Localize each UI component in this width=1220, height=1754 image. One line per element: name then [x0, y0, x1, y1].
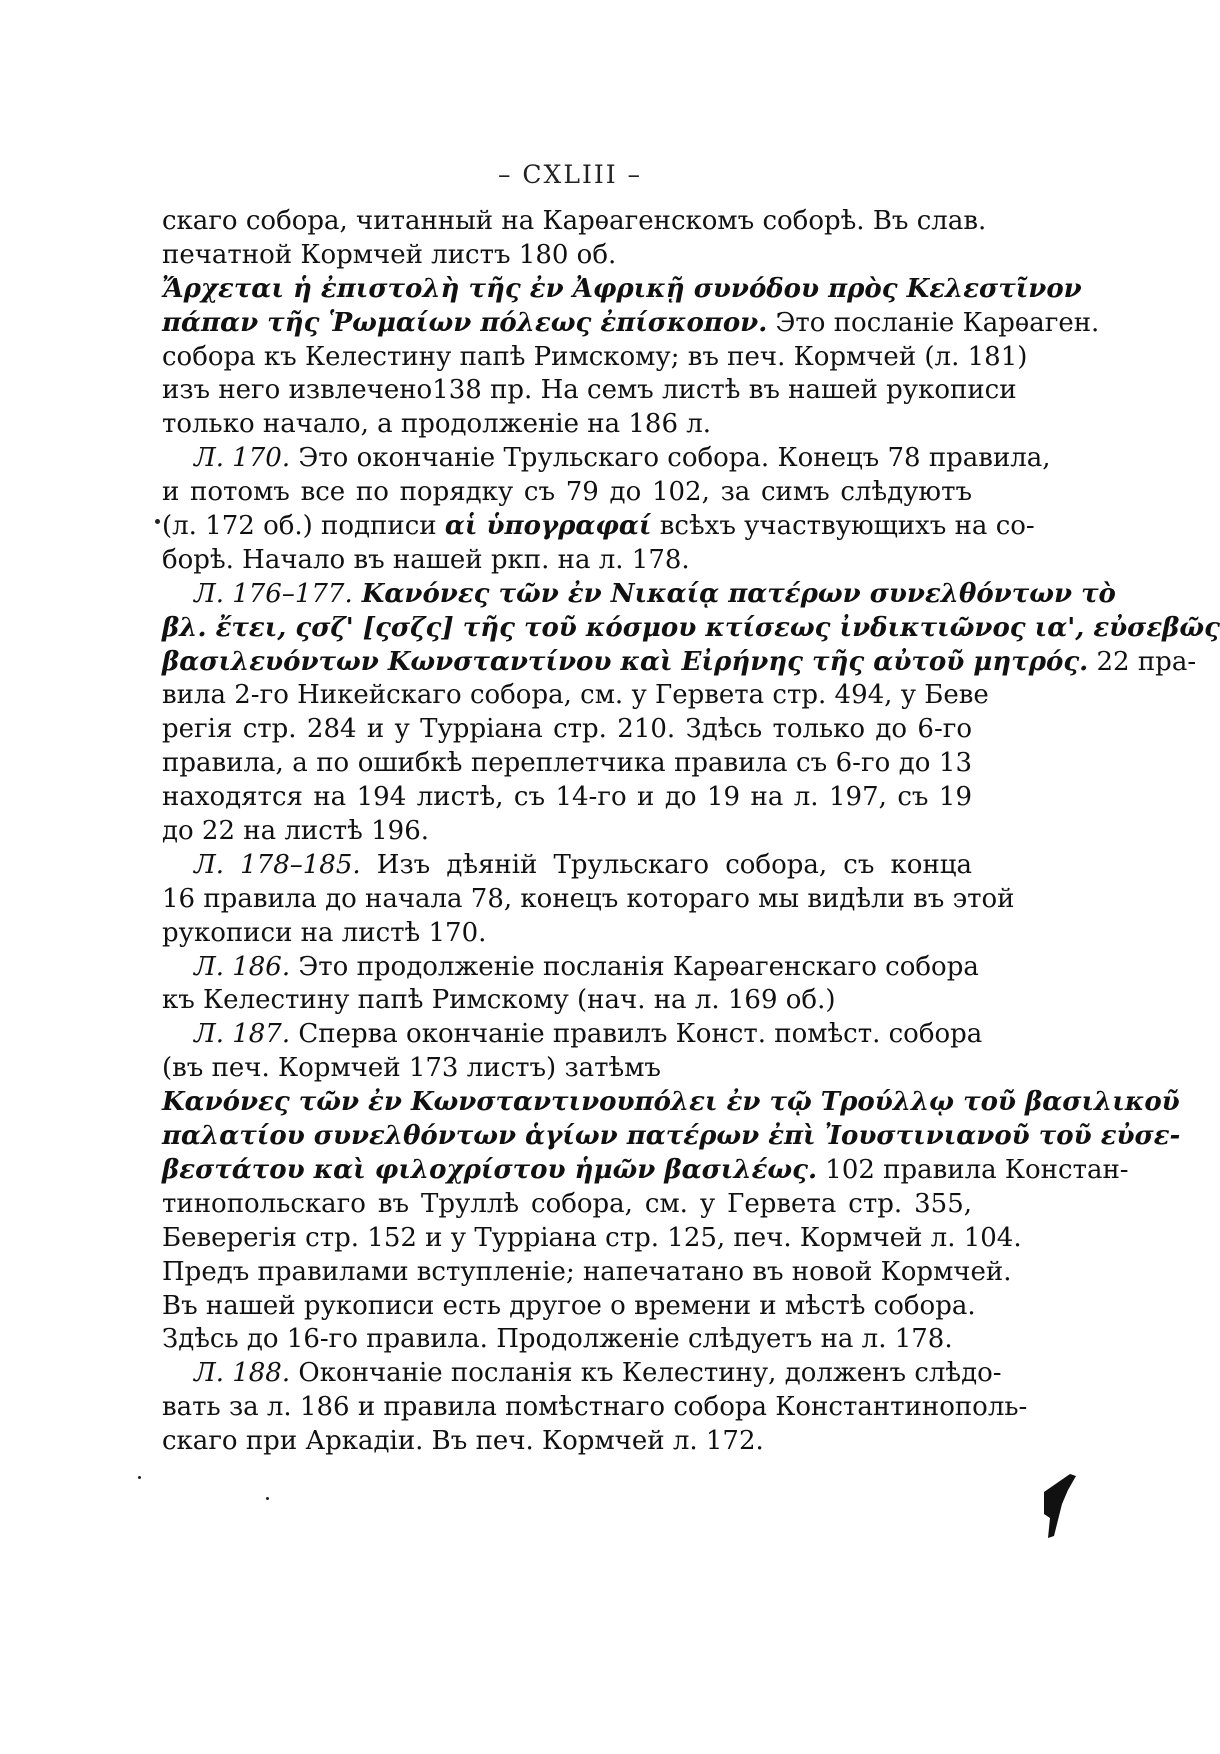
line-text: Изъ дѣяній Трульскаго собора, съ конца	[360, 849, 972, 880]
text-line	[162, 442, 1051, 476]
text-line	[162, 1120, 1181, 1154]
line-text: и потомъ все по порядку съ 79 до 102, за симъ слѣдуютъ	[162, 477, 972, 508]
line-text: Въ нашей рукописи есть другое о времени и мѣстѣ собора.	[162, 1290, 976, 1321]
line-text: Сперва окончаніе правилъ Конст. помѣст. собора	[290, 1019, 983, 1050]
greek-text: Κανόνες τῶν ἐν Κωνσταντινουπόλει ἐν τῷ Τρούλλῳ τοῦ βασιλικοῦ	[162, 1087, 1180, 1118]
line-text: находятся на 194 листѣ, съ 14-го и до 19 на л. 197, съ 19	[162, 782, 972, 813]
line-text: вать за л. 186 и правила помѣстнаго собора Константинополь-	[162, 1392, 1028, 1423]
text-line	[162, 307, 1100, 341]
line-text: всѣхъ участвующихъ на со-	[651, 511, 1035, 542]
line-text: Здѣсь до 16-го правила. Продолженіе слѣдуетъ на л. 178.	[162, 1324, 953, 1355]
text-line	[162, 341, 1028, 375]
text-line	[162, 1290, 976, 1324]
margin-dot	[155, 519, 160, 524]
text-line	[162, 883, 1015, 917]
text-line	[162, 1391, 1028, 1425]
line-text: скаго собора, читанный на Карѳагенскомъ соборѣ. Въ слав.	[162, 206, 987, 236]
text-line	[162, 239, 972, 273]
line-text: 102 правила Констан-	[817, 1154, 1129, 1185]
text-line	[162, 1052, 972, 1086]
greek-text: Κανόνες τῶν ἐν Νικαίᾳ πατέρων συνελθόντων τὸ	[352, 578, 1116, 609]
text-line	[162, 374, 1017, 408]
line-text: 16 правила до начала 78, конецъ котораго мы видѣли въ этой	[162, 883, 1015, 914]
greek-text: Ἄρχεται ἡ ἐπιστολὴ τῆς ἐν Ἀφρικῇ συνόδου πρὸς Κελεστῖνον	[162, 273, 1082, 304]
line-text: 22 пра-	[1088, 646, 1197, 677]
text-line	[162, 1222, 1022, 1256]
text-line	[162, 781, 972, 815]
line-text: печатной Кормчей листъ 180 об.	[162, 239, 617, 270]
line-text: борѣ. Начало въ нашей ркп. на л. 178.	[162, 544, 690, 575]
folio-reference: Л. 188.	[194, 1358, 291, 1389]
text-line	[162, 205, 987, 239]
folio-reference: Л. 178–185.	[194, 849, 361, 880]
greek-text: βασιλευόντων Κωνσταντίνου καὶ Εἰρήνης τῆς αὐτοῦ μητρός.	[162, 646, 1089, 677]
text-line	[162, 849, 972, 883]
greek-text: παλατίου συνελθόντων ἁγίων πατέρων ἐπὶ Ἰουστινιανοῦ τοῦ εὐσε-	[162, 1121, 1181, 1152]
line-text: вила 2-го Никейскаго собора, см. у Гервета стр. 494, у Беве	[162, 680, 989, 711]
line-text: собора къ Келестину папѣ Римскому; въ печ. Кормчей (л. 181)	[162, 341, 1028, 372]
line-text: рукописи на листѣ 170.	[162, 917, 487, 948]
text-line	[162, 713, 972, 747]
line-text: правила, а по ошибкѣ переплетчика правила съ 6-го до 13	[162, 748, 972, 779]
text-line	[162, 1086, 1180, 1120]
line-text: Это окончаніе Трульскаго собора. Конецъ 78 правила,	[290, 443, 1051, 474]
text-line	[162, 1154, 1129, 1188]
text-line	[162, 510, 1035, 544]
text-line	[162, 544, 972, 578]
line-text: до 22 на листѣ 196.	[162, 816, 429, 847]
line-text: (л. 172 об.) подписи	[162, 511, 445, 542]
text-line	[162, 1357, 1002, 1391]
footer-dot	[266, 1497, 269, 1500]
greek-text: αἱ ὑπογραφαί	[444, 511, 652, 542]
text-line	[162, 679, 989, 713]
line-text: скаго при Аркадіи. Въ печ. Кормчей л. 172.	[162, 1426, 764, 1457]
line-text: только начало, а продолженіе на 186 л.	[162, 409, 712, 440]
folio-reference: Л. 187.	[194, 1019, 291, 1050]
greek-text: πάπαν τῆς Ῥωμαίων πόλεως ἐπίσκοπον.	[162, 307, 768, 338]
page-number-header: – CXLIII –	[497, 160, 643, 189]
text-line	[162, 612, 1220, 646]
text-line	[162, 1256, 1012, 1290]
line-text: къ Келестину папѣ Римскому (нач. на л. 169 об.)	[162, 985, 836, 1016]
text-line	[162, 1323, 972, 1357]
folio-reference: Л. 186.	[194, 951, 291, 982]
line-text: (въ печ. Кормчей 173 листъ) затѣмъ	[162, 1053, 661, 1084]
text-line	[162, 747, 972, 781]
text-line	[162, 815, 972, 849]
text-line	[162, 951, 979, 985]
text-line	[162, 408, 972, 442]
text-line	[162, 646, 1197, 680]
footer-dot	[138, 1476, 141, 1479]
text-line	[162, 1425, 972, 1459]
text-line	[162, 984, 972, 1018]
line-text: Это посланіе Карѳаген.	[767, 307, 1100, 338]
line-text: регія стр. 284 и у Турріана стр. 210. Здѣсь только до 6-го	[162, 714, 972, 745]
text-line	[162, 578, 1116, 612]
folio-reference: Л. 176–177.	[194, 578, 353, 609]
line-text: Это продолженіе посланія Карѳагенскаго собора	[290, 951, 979, 982]
body-text	[162, 205, 1220, 1459]
folio-reference: Л. 170.	[194, 443, 291, 474]
text-line	[162, 1018, 983, 1052]
line-text: Окончаніе посланія къ Келестину, долженъ слѣдо-	[290, 1358, 1002, 1389]
text-line	[162, 1188, 972, 1222]
text-line	[162, 476, 972, 510]
greek-text: βλ. ἔτει, ςσζ' [ςσζς] τῆς τοῦ κόσμου κτίσεως ἰνδικτιῶνος ια', εὐσεβῶς	[162, 612, 1220, 643]
margin-ink-mark	[1040, 1470, 1080, 1540]
text-line	[162, 917, 972, 951]
line-text: Беверегія стр. 152 и у Турріана стр. 125, печ. Кормчей л. 104.	[162, 1222, 1022, 1253]
line-text: изъ него извлечено138 пр. На семъ листѣ въ нашей рукописи	[162, 375, 1017, 406]
line-text: тинопольскаго въ Труллѣ собора, см. у Гервета стр. 355,	[162, 1188, 972, 1219]
line-text: Предъ правилами вступленіе; напечатано въ новой Кормчей.	[162, 1256, 1012, 1287]
text-line	[162, 273, 1082, 307]
greek-text: βεστάτου καὶ φιλοχρίστου ἡμῶν βασιλέως.	[162, 1154, 818, 1185]
